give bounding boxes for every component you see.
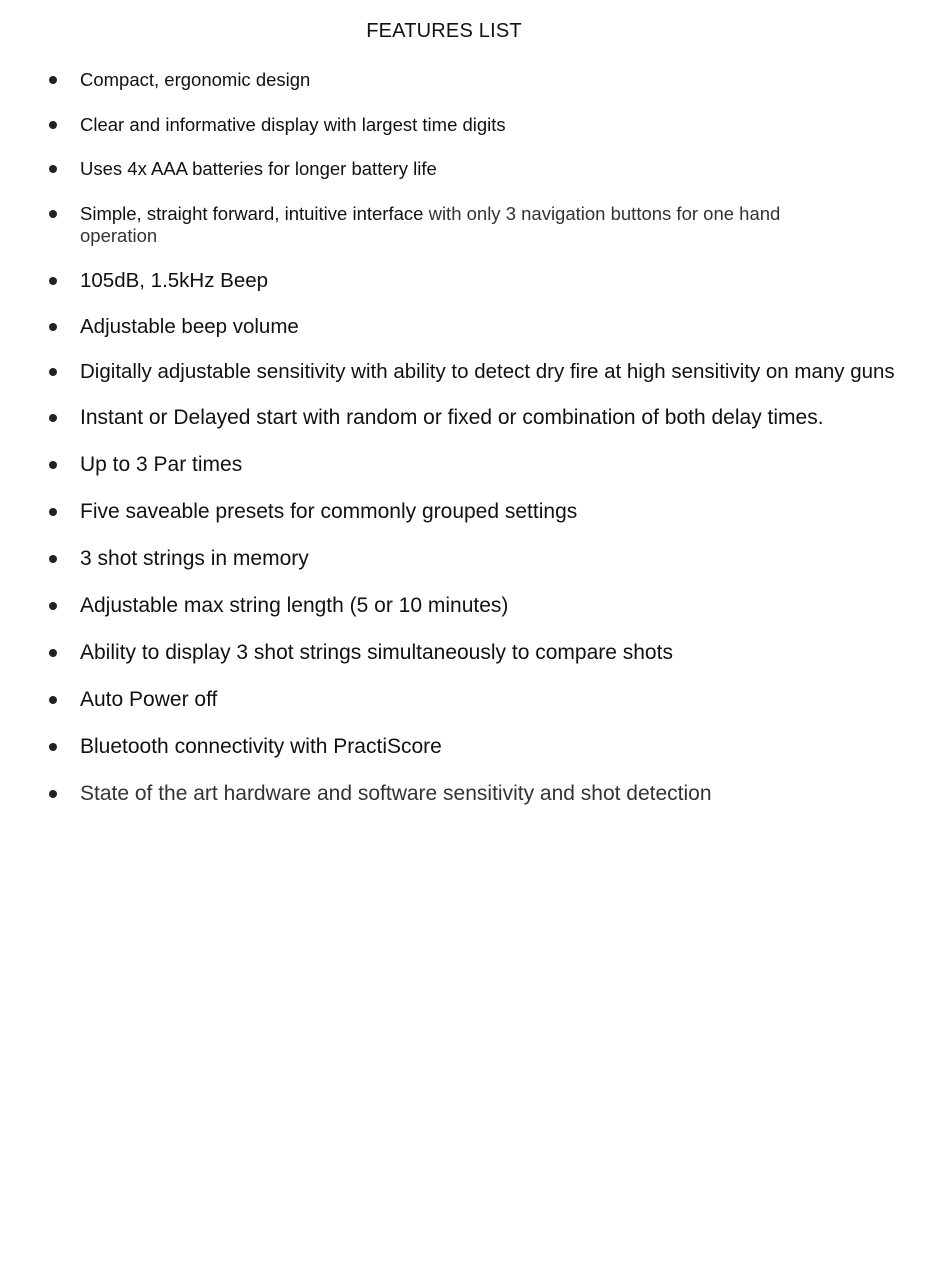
bullet-icon: [49, 555, 57, 563]
feature-text: State of the art hardware and software sensitivity and shot detection: [80, 782, 712, 805]
bullet-icon: [49, 165, 57, 173]
feature-text: 105dB, 1.5kHz Beep: [80, 269, 269, 292]
bullet-icon: [49, 649, 57, 657]
bullet-icon: [49, 414, 57, 422]
bullet-icon: [49, 602, 57, 610]
bullet-icon: [49, 508, 57, 516]
feature-text-secondary: with only 3 navigation buttons for one hand operation: [80, 203, 781, 246]
bullet-icon: [49, 210, 57, 218]
feature-text: Up to 3 Par times: [80, 453, 243, 476]
bullet-icon: [49, 461, 57, 469]
feature-text-primary: Simple, straight forward, intuitive interface: [80, 203, 424, 224]
feature-text: Compact, ergonomic design: [80, 69, 311, 90]
feature-text: Uses 4x AAA batteries for longer battery life: [80, 158, 437, 179]
feature-text: Auto Power off: [80, 688, 218, 711]
feature-text: Digitally adjustable sensitivity with ability to detect dry fire at high sensitivity on many guns: [80, 360, 895, 383]
bullet-icon: [49, 790, 57, 798]
bullet-icon: [49, 323, 57, 331]
feature-text: Bluetooth connectivity with PractiScore: [80, 735, 442, 758]
feature-text: Adjustable max string length (5 or 10 minutes): [80, 594, 509, 617]
feature-text: Five saveable presets for commonly grouped settings: [80, 500, 578, 523]
bullet-icon: [49, 76, 57, 84]
bullet-icon: [49, 743, 57, 751]
feature-text: Instant or Delayed start with random or fixed or combination of both delay times.: [80, 406, 824, 429]
bullet-icon: [49, 121, 57, 129]
feature-text: Clear and informative display with largest time digits: [80, 114, 506, 135]
feature-text: Adjustable beep volume: [80, 315, 299, 338]
bullet-icon: [49, 696, 57, 704]
feature-text: [80, 203, 840, 247]
bullet-icon: [49, 277, 57, 285]
feature-text: 3 shot strings in memory: [80, 547, 309, 570]
page-title: FEATURES LIST: [366, 20, 522, 42]
bullet-icon: [49, 368, 57, 376]
feature-text: Ability to display 3 shot strings simultaneously to compare shots: [80, 641, 673, 664]
